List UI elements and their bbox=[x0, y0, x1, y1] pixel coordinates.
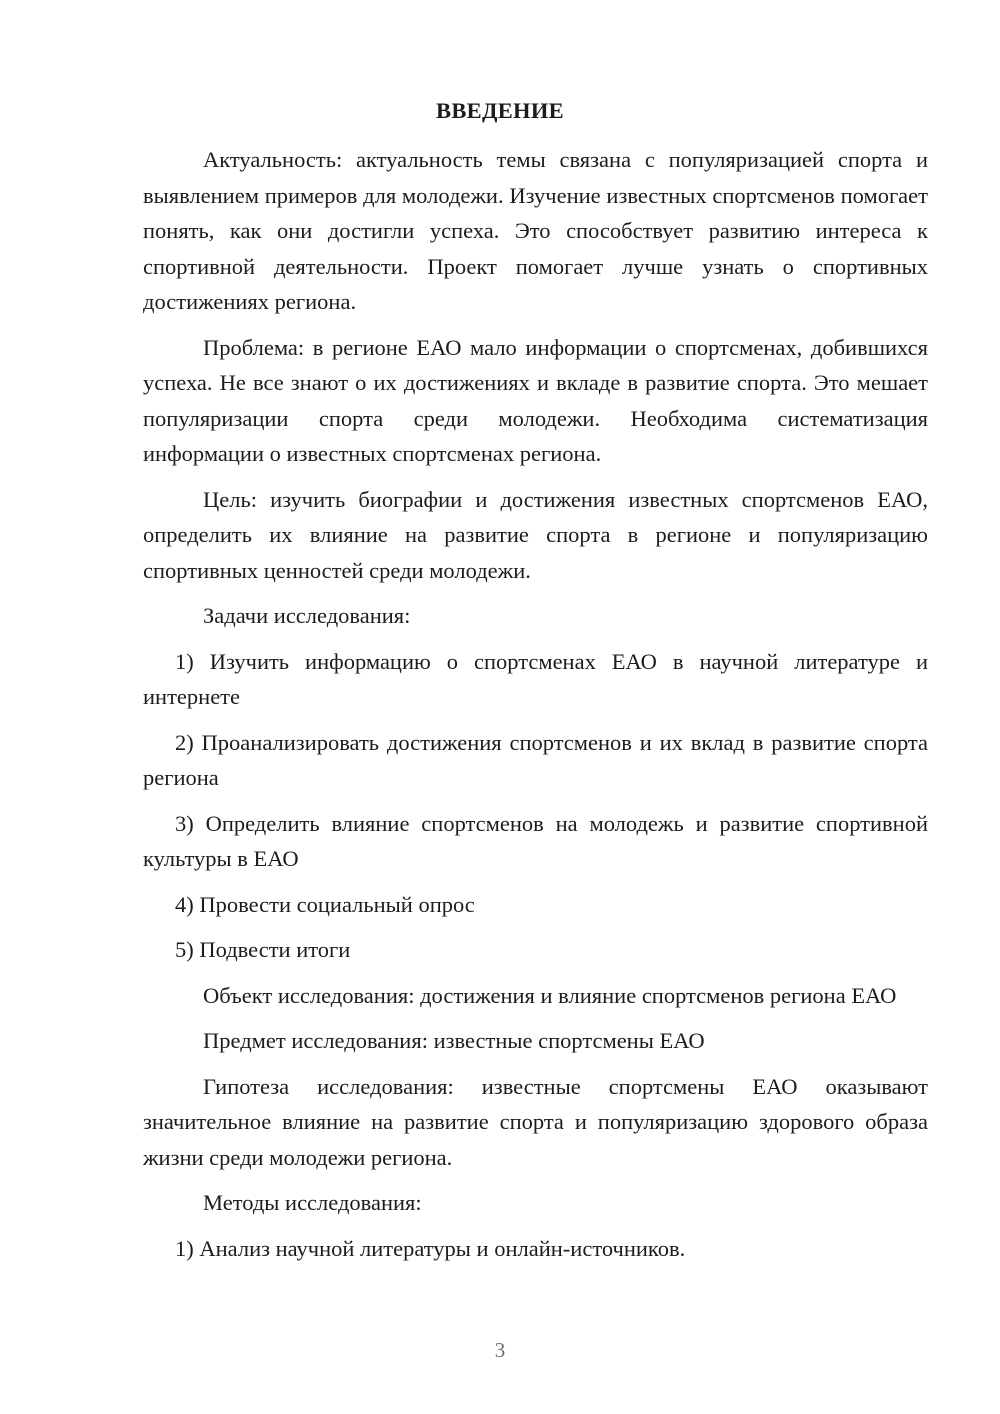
task-item-4: 4) Провести социальный опрос bbox=[175, 891, 475, 917]
paragraph-subject: Предмет исследования: известные спортсмены ЕАО bbox=[203, 1028, 705, 1053]
page-title: ВВЕДЕНИЕ bbox=[436, 98, 564, 123]
methods-heading: Методы исследования: bbox=[203, 1190, 422, 1215]
document-body bbox=[143, 142, 928, 1266]
paragraph-object: Объект исследования: достижения и влияние спортсменов региона ЕАО bbox=[203, 982, 897, 1008]
task-item-5: 5) Подвести итоги bbox=[175, 937, 351, 962]
paragraph-goal: Цель: изучить биографии и достижения известных спортсменов ЕАО, определить их влияние на развитие спорта в регионе и популяризацию спортивных ценностей среди молодежи. bbox=[143, 486, 928, 583]
task-item-2: 2) Проанализировать достижения спортсменов и их вклад в развитие спорта региона bbox=[143, 729, 928, 790]
paragraph-problem: Проблема: в регионе ЕАО мало информации о спортсменах, добившихся успеха. Не все знают о их достижениях и вкладе в развитие спорта. Это мешает популяризации спорта среди молодежи. Необходима систематизация информации о известных спортсменах региона. bbox=[143, 334, 928, 466]
page-number: 3 bbox=[494, 1338, 506, 1362]
paragraph-hypothesis: Гипотеза исследования: известные спортсмены ЕАО оказывают значительное влияние на развитие спорта и популяризацию здорового образа жизни среди молодежи региона. bbox=[143, 1073, 928, 1170]
method-item-1: 1) Анализ научной литературы и онлайн-источников. bbox=[175, 1235, 686, 1261]
tasks-heading: Задачи исследования: bbox=[203, 603, 411, 628]
task-item-3: 3) Определить влияние спортсменов на молодежь и развитие спортивной культуры в ЕАО bbox=[143, 810, 928, 871]
paragraph-relevance: Актуальность: актуальность темы связана с популяризацией спорта и выявлением примеров для молодежи. Изучение известных спортсменов помогает понять, как они достигли успеха. Это способствует развитию интереса к спортивной деятельности. Проект помогает лучше узнать о спортивных достижениях региона. bbox=[143, 147, 928, 314]
task-item-1: 1) Изучить информацию о спортсменах ЕАО в научной литературе и интернете bbox=[143, 648, 928, 709]
